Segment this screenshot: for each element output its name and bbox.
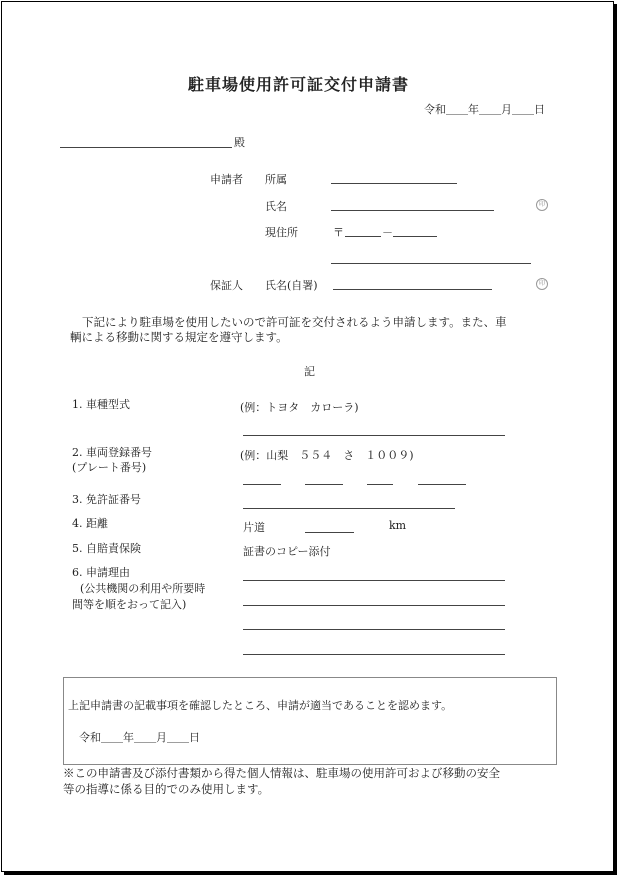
postal-mark: 〒	[333, 226, 344, 239]
footnote-line-2: 等の指導に係る目的でのみ使用します。	[63, 782, 270, 796]
plate-field-class[interactable]	[305, 484, 343, 485]
ki-heading: 記	[304, 365, 315, 378]
plate-label: 2. 車両登録番号	[72, 446, 152, 459]
reason-field-2[interactable]	[243, 605, 505, 606]
approval-text: 上記申請書の記載事項を確認したところ、申請が適当であることを認めます。	[68, 699, 453, 712]
guarantor-name-field[interactable]	[333, 289, 492, 290]
addressee-field[interactable]	[60, 147, 232, 148]
address-field[interactable]	[331, 263, 531, 264]
reason-label: 6. 申請理由	[72, 566, 130, 579]
affiliation-label: 所属	[265, 173, 287, 186]
postal-field-2[interactable]	[393, 236, 437, 237]
intro-line-2: 輌による移動に関する規定を遵守します。	[70, 330, 288, 344]
document-title: 駐車場使用許可証交付申請書	[188, 75, 410, 94]
applicant-name-label: 氏名	[265, 200, 287, 213]
approval-date: 令和＿＿年＿＿月＿＿日	[79, 731, 200, 744]
plate-field-kana[interactable]	[367, 484, 393, 485]
license-label: 3. 免許証番号	[72, 493, 141, 506]
car-model-field[interactable]	[243, 435, 505, 436]
reason-note-1: (公共機関の利用や所要時	[80, 582, 206, 595]
seal-mark: 印	[536, 278, 548, 290]
applicant-name-field[interactable]	[331, 210, 494, 211]
affiliation-field[interactable]	[331, 183, 457, 184]
plate-example: (例：山梨 ５５４ さ １００９)	[240, 449, 414, 462]
guarantor-name-label: 氏名(自署)	[265, 279, 318, 292]
approval-box	[63, 677, 557, 765]
distance-unit: km	[389, 519, 407, 532]
reason-note-2: 間等を順をおって記入)	[72, 598, 187, 611]
plate-sublabel: (プレート番号)	[72, 461, 147, 474]
plate-field-number[interactable]	[418, 484, 466, 485]
car-model-label: 1. 車種型式	[72, 398, 130, 411]
license-field[interactable]	[243, 508, 455, 509]
distance-label: 4. 距離	[72, 517, 108, 530]
car-model-example: (例：トヨタ カローラ)	[240, 401, 359, 414]
reason-field-4[interactable]	[243, 654, 505, 655]
applicant-label: 申請者	[210, 173, 243, 186]
footnote-line-1: ※この申請書及び添付書類から得た個人情報は、駐車場の使用許可および移動の安全	[63, 766, 500, 780]
addressee-suffix: 殿	[234, 136, 245, 149]
one-way-label: 片道	[243, 521, 265, 534]
insurance-note: 証書のコピー添付	[243, 545, 331, 558]
seal-mark: 印	[536, 199, 548, 211]
reason-field-1[interactable]	[243, 580, 505, 581]
distance-field[interactable]	[305, 532, 354, 533]
date-line: 令和＿＿年＿＿月＿＿日	[424, 103, 545, 116]
postal-separator: －	[382, 226, 393, 239]
insurance-label: 5. 自賠責保険	[72, 542, 141, 555]
guarantor-label: 保証人	[210, 279, 243, 292]
reason-field-3[interactable]	[243, 629, 505, 630]
plate-field-region[interactable]	[243, 484, 281, 485]
intro-line-1: 下記により駐車場を使用したいので許可証を交付されるよう申請します。また、車	[82, 315, 507, 329]
address-label: 現住所	[265, 226, 298, 239]
postal-field-1[interactable]	[345, 236, 381, 237]
